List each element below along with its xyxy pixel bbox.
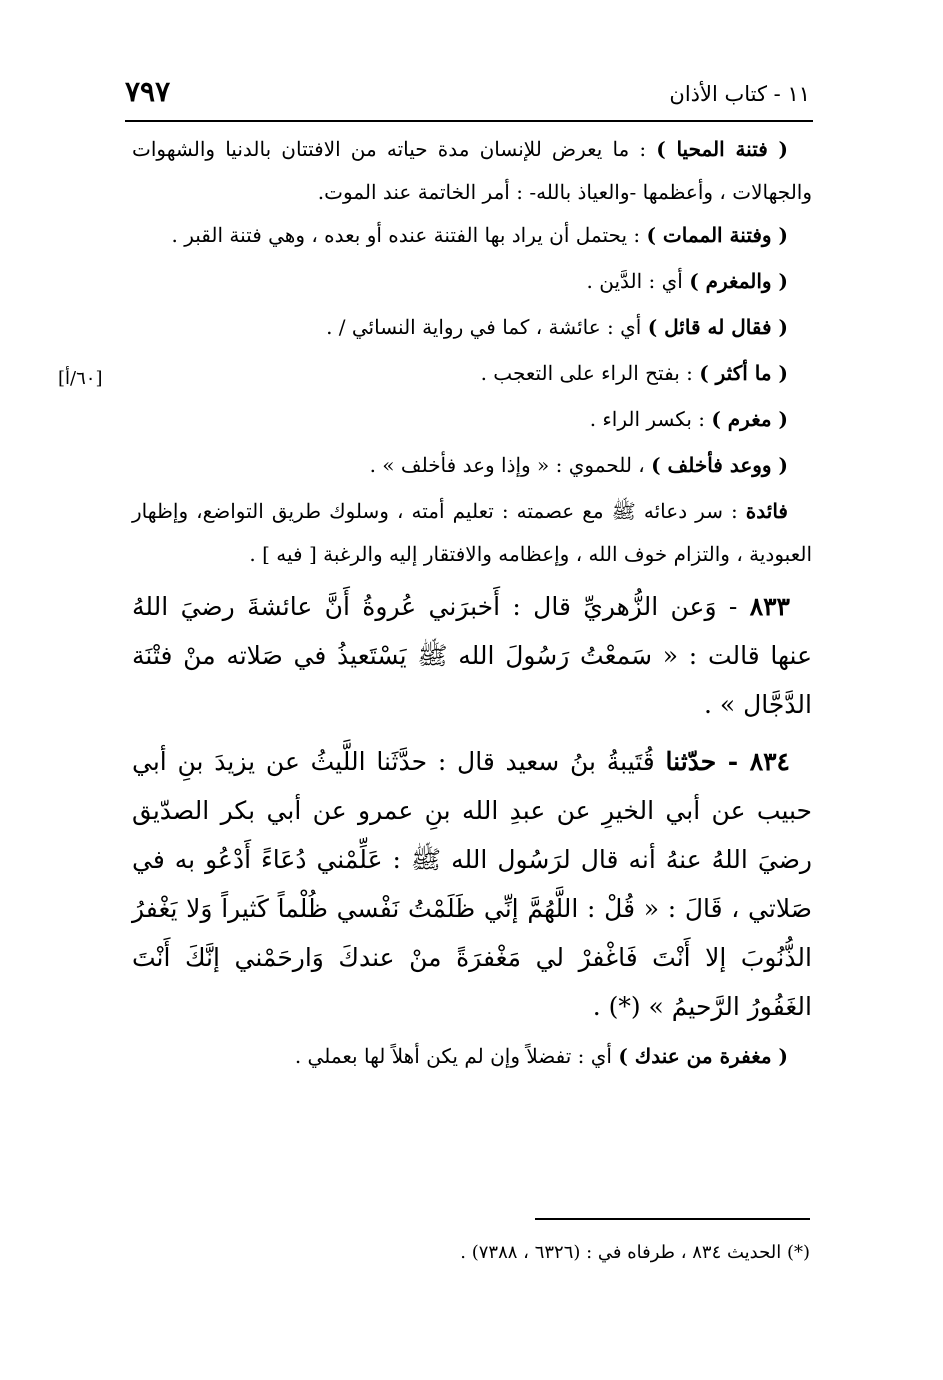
commentary-paragraph bbox=[132, 306, 812, 349]
commentary-term: ( وفتنة الممات ) bbox=[646, 223, 788, 247]
benefit-text: : سر دعائه ﷺ مع عصمته : تعليم أمته ، وسلوك طريق التواضع، وإظهار العبودية ، والتزام خوف الله ، وإعظامه والافتقار إليه والرغبة [ فيه ] . bbox=[132, 499, 812, 566]
commentary-text: : بفتح الراء على التعجب . bbox=[480, 361, 700, 385]
hadith-833 bbox=[132, 582, 812, 729]
commentary-paragraph bbox=[132, 214, 812, 257]
hadith-lead: - حدّثنا bbox=[665, 747, 750, 776]
footnote-rule bbox=[535, 1218, 810, 1220]
commentary-text: ، للحموي : « وإذا وعد فأخلف » . bbox=[369, 453, 652, 477]
commentary-term: ( والمغرم ) bbox=[689, 269, 788, 293]
benefit-label: فائدة bbox=[745, 499, 788, 523]
running-title: ١١ - كتاب الأذان bbox=[669, 82, 810, 106]
commentary-paragraph bbox=[132, 352, 812, 395]
commentary-paragraph bbox=[132, 260, 812, 303]
commentary-term: ( مغفرة من عندك ) bbox=[618, 1044, 788, 1068]
commentary-text: : يحتمل أن يراد بها الفتنة عنده أو بعده ، وهي فتنة القبر . bbox=[171, 223, 647, 247]
commentary-term: ( ووعد فأخلف ) bbox=[651, 453, 788, 477]
commentary-paragraph bbox=[132, 444, 812, 487]
page-number: ٧٩٧ bbox=[125, 75, 171, 108]
commentary-text: : ما يعرض للإنسان مدة حياته من الافتتان بالدنيا والشهوات والجهالات ، وأعظمها -والعياذ بالله- : أمر الخاتمة عند الموت. bbox=[132, 137, 812, 204]
page-body bbox=[132, 128, 812, 1078]
commentary-text: أي : تفضلاً وإن لم يكن أهلاً لها بعملي . bbox=[294, 1044, 619, 1068]
commentary-term: ( مغرم ) bbox=[711, 407, 788, 431]
hadith-834 bbox=[132, 737, 812, 1031]
commentary-paragraph bbox=[132, 398, 812, 441]
commentary-text: : بكسر الراء . bbox=[589, 407, 712, 431]
commentary-text: أي : الدَّين . bbox=[586, 269, 690, 293]
commentary-term: ( فتنة المحيا ) bbox=[656, 137, 788, 161]
commentary-term: ( ما أكثر ) bbox=[699, 361, 788, 385]
hadith-text: - وَعن الزُّهريِّ قال : أَخبرَني عُروةُ أَنَّ عائشةَ رضيَ اللهُ عنها قالت : « سَمعْتُ رَسُولَ الله ﷺ يَسْتَعيذُ في صَلاته منْ فتْنَة الدَّجَّال » . bbox=[132, 592, 812, 719]
commentary-term: ( فقال له قائل ) bbox=[647, 315, 788, 339]
commentary-paragraph bbox=[132, 1035, 812, 1078]
hadith-text: قُتَيبةُ بنُ سعيد قال : حدَّثَنا اللَّيثُ عن يزيدَ بنِ أبي حبيب عن أبي الخيرِ عن عبدِ الله بنِ عمرو عن أبي بكر الصدّيق رضيَ اللهُ عنهُ أنه قال لرَسُول الله ﷺ : عَلِّمْني دُعَاءً أَدْعُو به في صَلاتي ، قَالَ : « قُلْ : اللَّهُمَّ إنِّي ظَلَمْتُ نَفْسي ظُلْماً كَثيراً وَلا يَغْفرُ الذُّنُوبَ إلا أَنْتَ فَاغْفرْ لي مَغْفرَةً منْ عندكَ وَارحَمْني إنَّكَ أَنْتَ الغَفُورُ الرَّحيمُ » (*) . bbox=[132, 747, 812, 1021]
footnote: (*) الحديث ٨٣٤ ، طرفاه في : (٦٣٢٦ ، ٧٣٨٨) . bbox=[460, 1242, 810, 1263]
header-rule bbox=[125, 120, 813, 122]
commentary-paragraph bbox=[132, 128, 812, 214]
hadith-number: ٨٣٤ bbox=[749, 747, 790, 776]
hadith-number: ٨٣٣ bbox=[749, 592, 790, 621]
commentary-text: أي : عائشة ، كما في رواية النسائي / . bbox=[326, 315, 648, 339]
margin-note: [٦٠/أ] bbox=[58, 368, 103, 389]
benefit-paragraph bbox=[132, 490, 812, 576]
